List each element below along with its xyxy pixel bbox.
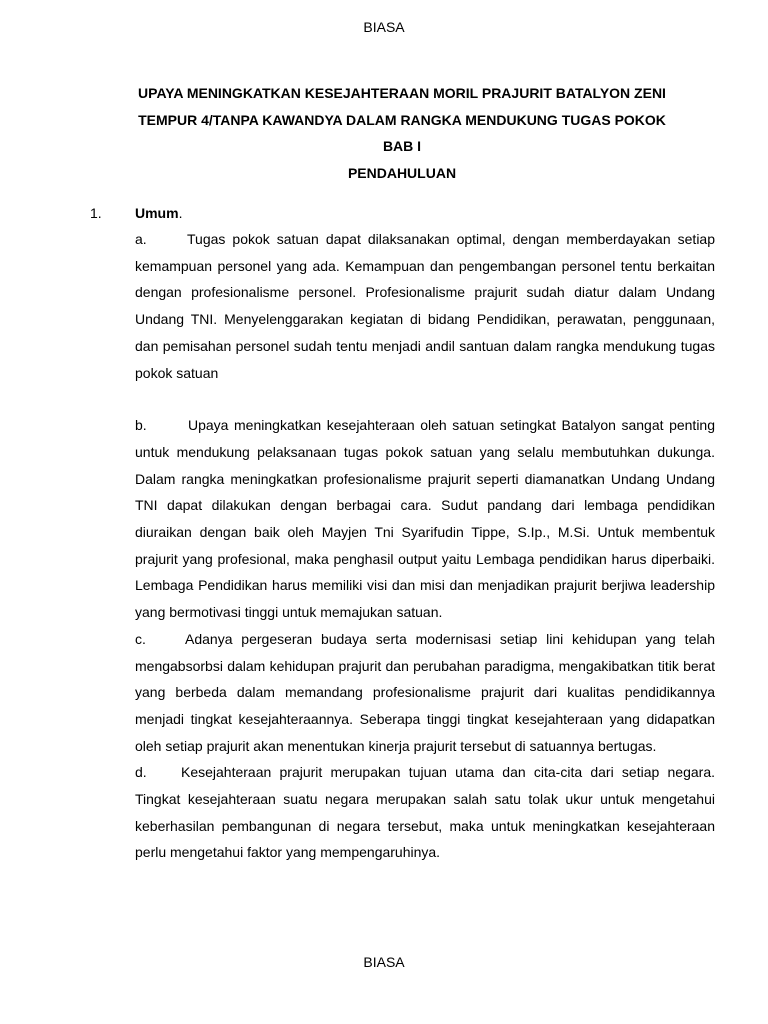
section-umum	[90, 200, 718, 866]
footer-classification: BIASA	[363, 954, 405, 970]
paragraph-c	[135, 626, 715, 760]
paragraph-text: Upaya meningkatkan kesejahteraan oleh satuan setingkat Batalyon sangat penting untuk mendukung pelaksanaan tugas pokok satuan yang selalu membutuhkan dukunga. Dalam rangka meningkatkan profesionalisme prajurit seperti diamanatkan Undang Undang TNI dapat dilakukan dengan berbagai cara. Sudut pandang dari lembaga pendidikan diuraikan dengan baik oleh Mayjen Tni Syarifudin Tippe, S.Ip., M.Si. Untuk membentuk prajurit yang profesional, maka penghasil output yaitu Lembaga pendidikan harus diperbaiki. Lembaga Pendidikan harus memiliki visi dan misi dan menjadikan prajurit berjiwa leadership yang bermotivasi tinggi untuk memajukan satuan.	[135, 417, 715, 621]
document-title-block	[100, 80, 704, 186]
title-line-1: UPAYA MENINGKATKAN KESEJAHTERAAN MORIL PRAJURIT BATALYON ZENI	[138, 85, 666, 101]
paragraph-b	[135, 412, 715, 626]
paragraph-text: Tugas pokok satuan dapat dilaksanakan optimal, dengan memberdayakan setiap kemampuan personel yang ada. Kemampuan dan pengembangan personel tentu berkaitan dengan profesionalisme personel. Profesionalisme prajurit sudah diatur dalam Undang Undang TNI. Menyelenggarakan kegiatan di bidang Pendidikan, perawatan, penggunaan, dan pemisahan personel sudah tentu menjadi andil santuan dalam rangka mendukung tugas pokok satuan	[135, 231, 715, 381]
chapter-number: BAB I	[382, 138, 422, 154]
paragraph-text: Kesejahteraan prajurit merupakan tujuan utama dan cita-cita dari setiap negara. Tingkat kesejahteraan suatu negara merupakan salah satu tolak ukur untuk mengetahui keberhasilan pembangunan di negara tersebut, maka untuk meningkatkan kesejahteraan perlu mengetahui faktor yang mempengaruhinya.	[135, 764, 715, 861]
paragraph-letter: b.	[135, 417, 147, 434]
paragraph-letter: c.	[135, 630, 146, 647]
paragraph-letter: a.	[135, 231, 147, 247]
paragraph-a	[135, 226, 715, 386]
header-classification: BIASA	[363, 19, 405, 35]
paragraph-text: Adanya pergeseran budaya serta modernisasi setiap lini kehidupan yang telah mengabsorbsi dalam kehidupan prajurit dan perubahan paradigma, mengakibatkan titik berat yang berbeda dalam memandang profesionalisme prajurit dari kualitas pendidikannya menjadi tingkat kesejahteraannya. Seberapa tinggi tingkat kesejahteraan yang didapatkan oleh setiap prajurit akan menentukan kinerja prajurit tersebut di satuannya bertugas.	[135, 630, 715, 754]
chapter-title: PENDAHULUAN	[347, 164, 457, 181]
section-title	[135, 200, 182, 226]
section-heading	[90, 200, 718, 226]
title-line-2: TEMPUR 4/TANPA KAWANDYA DALAM RANGKA MENDUKUNG TUGAS POKOK	[138, 111, 666, 128]
paragraph-d	[135, 759, 715, 866]
section-title-suffix: .	[178, 205, 183, 221]
section-number: 1.	[90, 205, 102, 221]
section-title-text: Umum	[135, 205, 179, 221]
paragraph-letter: d.	[135, 764, 147, 781]
